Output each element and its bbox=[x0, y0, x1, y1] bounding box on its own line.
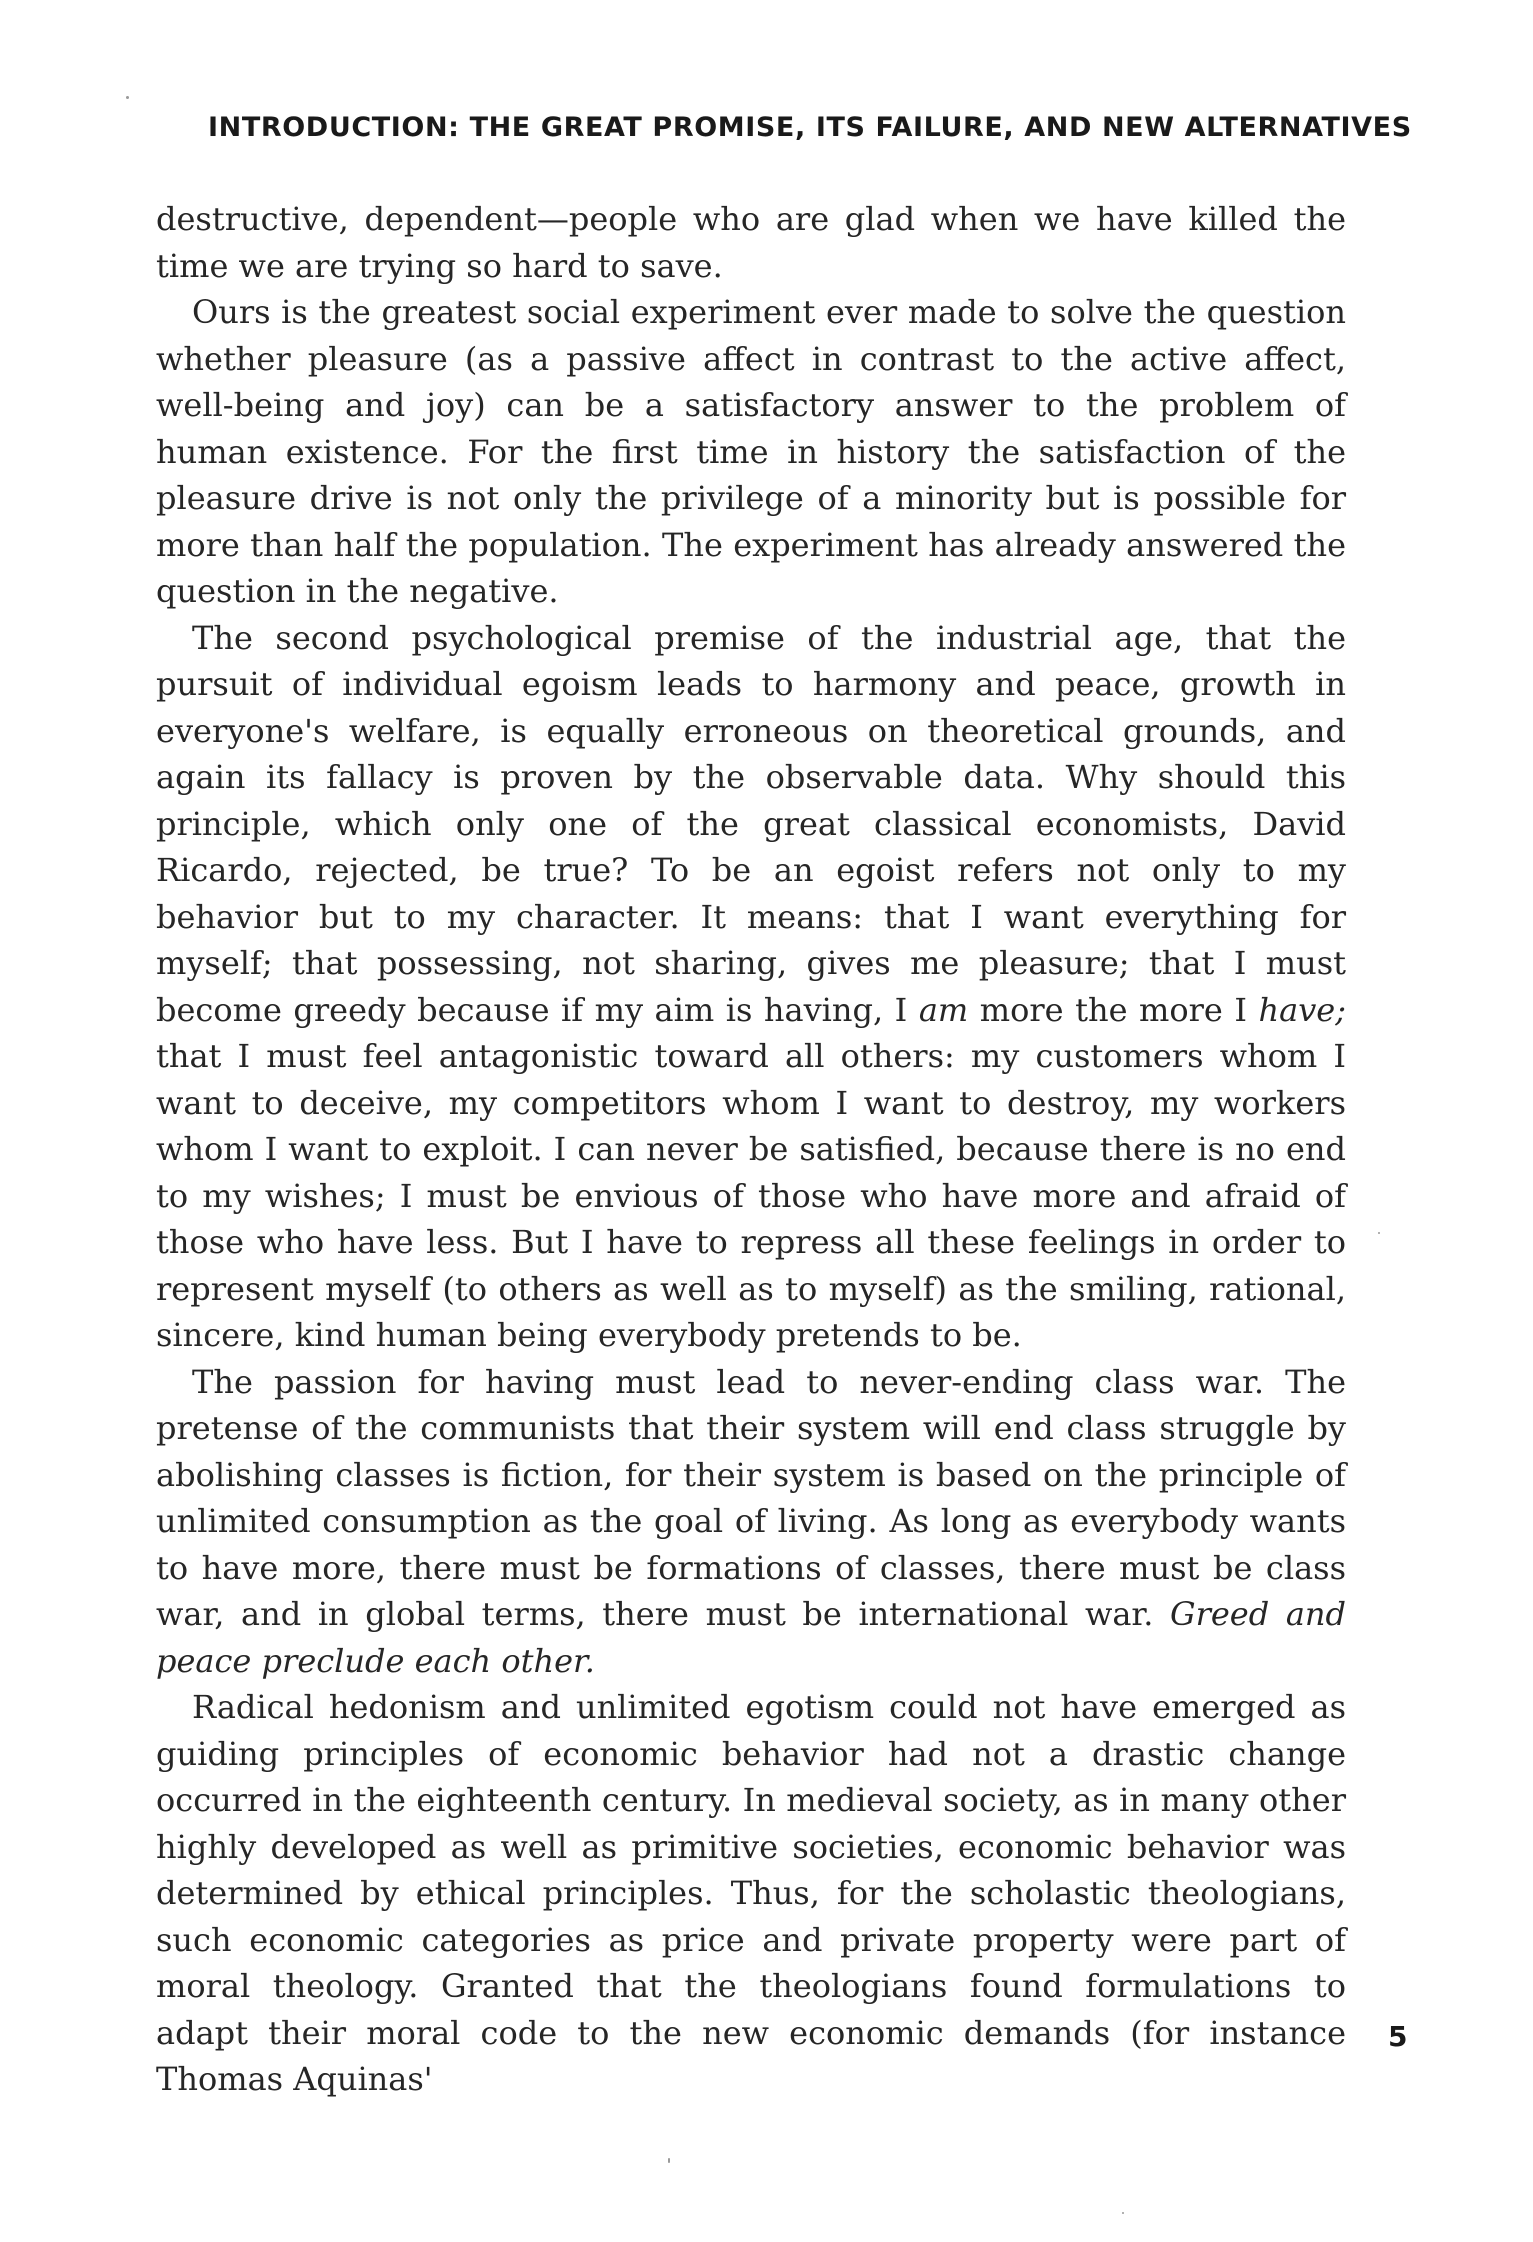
paragraph-3-text-c: that I must feel antagonistic toward all others: my customers whom I want to deceive, my competitors whom I want to destroy, my workers whom I want to exploit. I can never be satisfied, because there is no end to my wishes; I must be envious of those who have more and afraid of those who have less. But I have to repress all these feelings in order to represent myself (to others as well as to myself) as the smiling, rational, sincere, kind human being everybody pretends to be. bbox=[156, 1037, 1346, 1354]
paragraph-4 bbox=[156, 1359, 1346, 1685]
paragraph-3-text-a: The second psychological premise of the industrial age, that the pursuit of individual egoism leads to harmony and peace, growth in everyone's welfare, is equally erroneous on theoretical grounds, and again its fallacy is proven by the observable data. Why should this principle, which only one of the great classical economists, David Ricardo, rejected, be true? To be an egoist refers not only to my behavior but to my character. It means: that I want everything for myself; that possessing, not sharing, gives me pleasure; that I must become greedy because if my aim is having, I bbox=[156, 618, 1346, 1029]
emphasis-greed-and-peace: Greed and peace preclude each other. bbox=[156, 1595, 1347, 1680]
paragraph-1: destructive, dependent—people who are glad when we have killed the time we are trying so hard to save. bbox=[156, 200, 1346, 285]
paragraph-5: Radical hedonism and unlimited egotism could not have emerged as guiding principles of economic behavior had not a drastic change occurred in the eighteenth century. In medieval society, as in many other highly developed as well as primitive societies, economic behavior was determined by ethical principles. Thus, for the scholastic theologians, such economic categories as price and private property were part of moral theology. Granted that the theologians found formulations to adapt their moral code to the new economic demands (for instance Thomas Aquinas' bbox=[156, 1688, 1346, 2098]
emphasis-have: have; bbox=[1258, 990, 1347, 1029]
paragraph-3 bbox=[156, 615, 1346, 1359]
paragraph-4-text: The passion for having must lead to never-ending class war. The pretense of the communists that their system will end class struggle by abolishing classes is fiction, for their system is based on the principle of unlimited consumption as the goal of living. As long as everybody wants to have more, there must be formations of classes, there must be class war, and in global terms, there must be international war. bbox=[156, 1362, 1346, 1633]
scan-speck bbox=[1378, 1232, 1380, 1234]
page-number: 5 bbox=[1388, 2020, 1408, 2053]
scan-speck bbox=[668, 2158, 670, 2163]
scan-speck bbox=[126, 96, 129, 99]
body-text bbox=[156, 196, 1346, 2103]
paragraph-3-text-b: more the more I bbox=[968, 990, 1259, 1029]
scan-speck bbox=[1122, 2212, 1124, 2214]
running-head: INTRODUCTION: THE GREAT PROMISE, ITS FAILURE, AND NEW ALTERNATIVES bbox=[208, 112, 1412, 143]
emphasis-am: am bbox=[918, 990, 969, 1029]
paragraph-2: Ours is the greatest social experiment ever made to solve the question whether pleasure (as a passive affect in contrast to the active affect, well-being and joy) can be a satisfactory answer to the problem of human existence. For the first time in history the satisfaction of the pleasure drive is not only the privilege of a minority but is possible for more than half the population. The experiment has already answered the question in the negative. bbox=[156, 293, 1346, 610]
